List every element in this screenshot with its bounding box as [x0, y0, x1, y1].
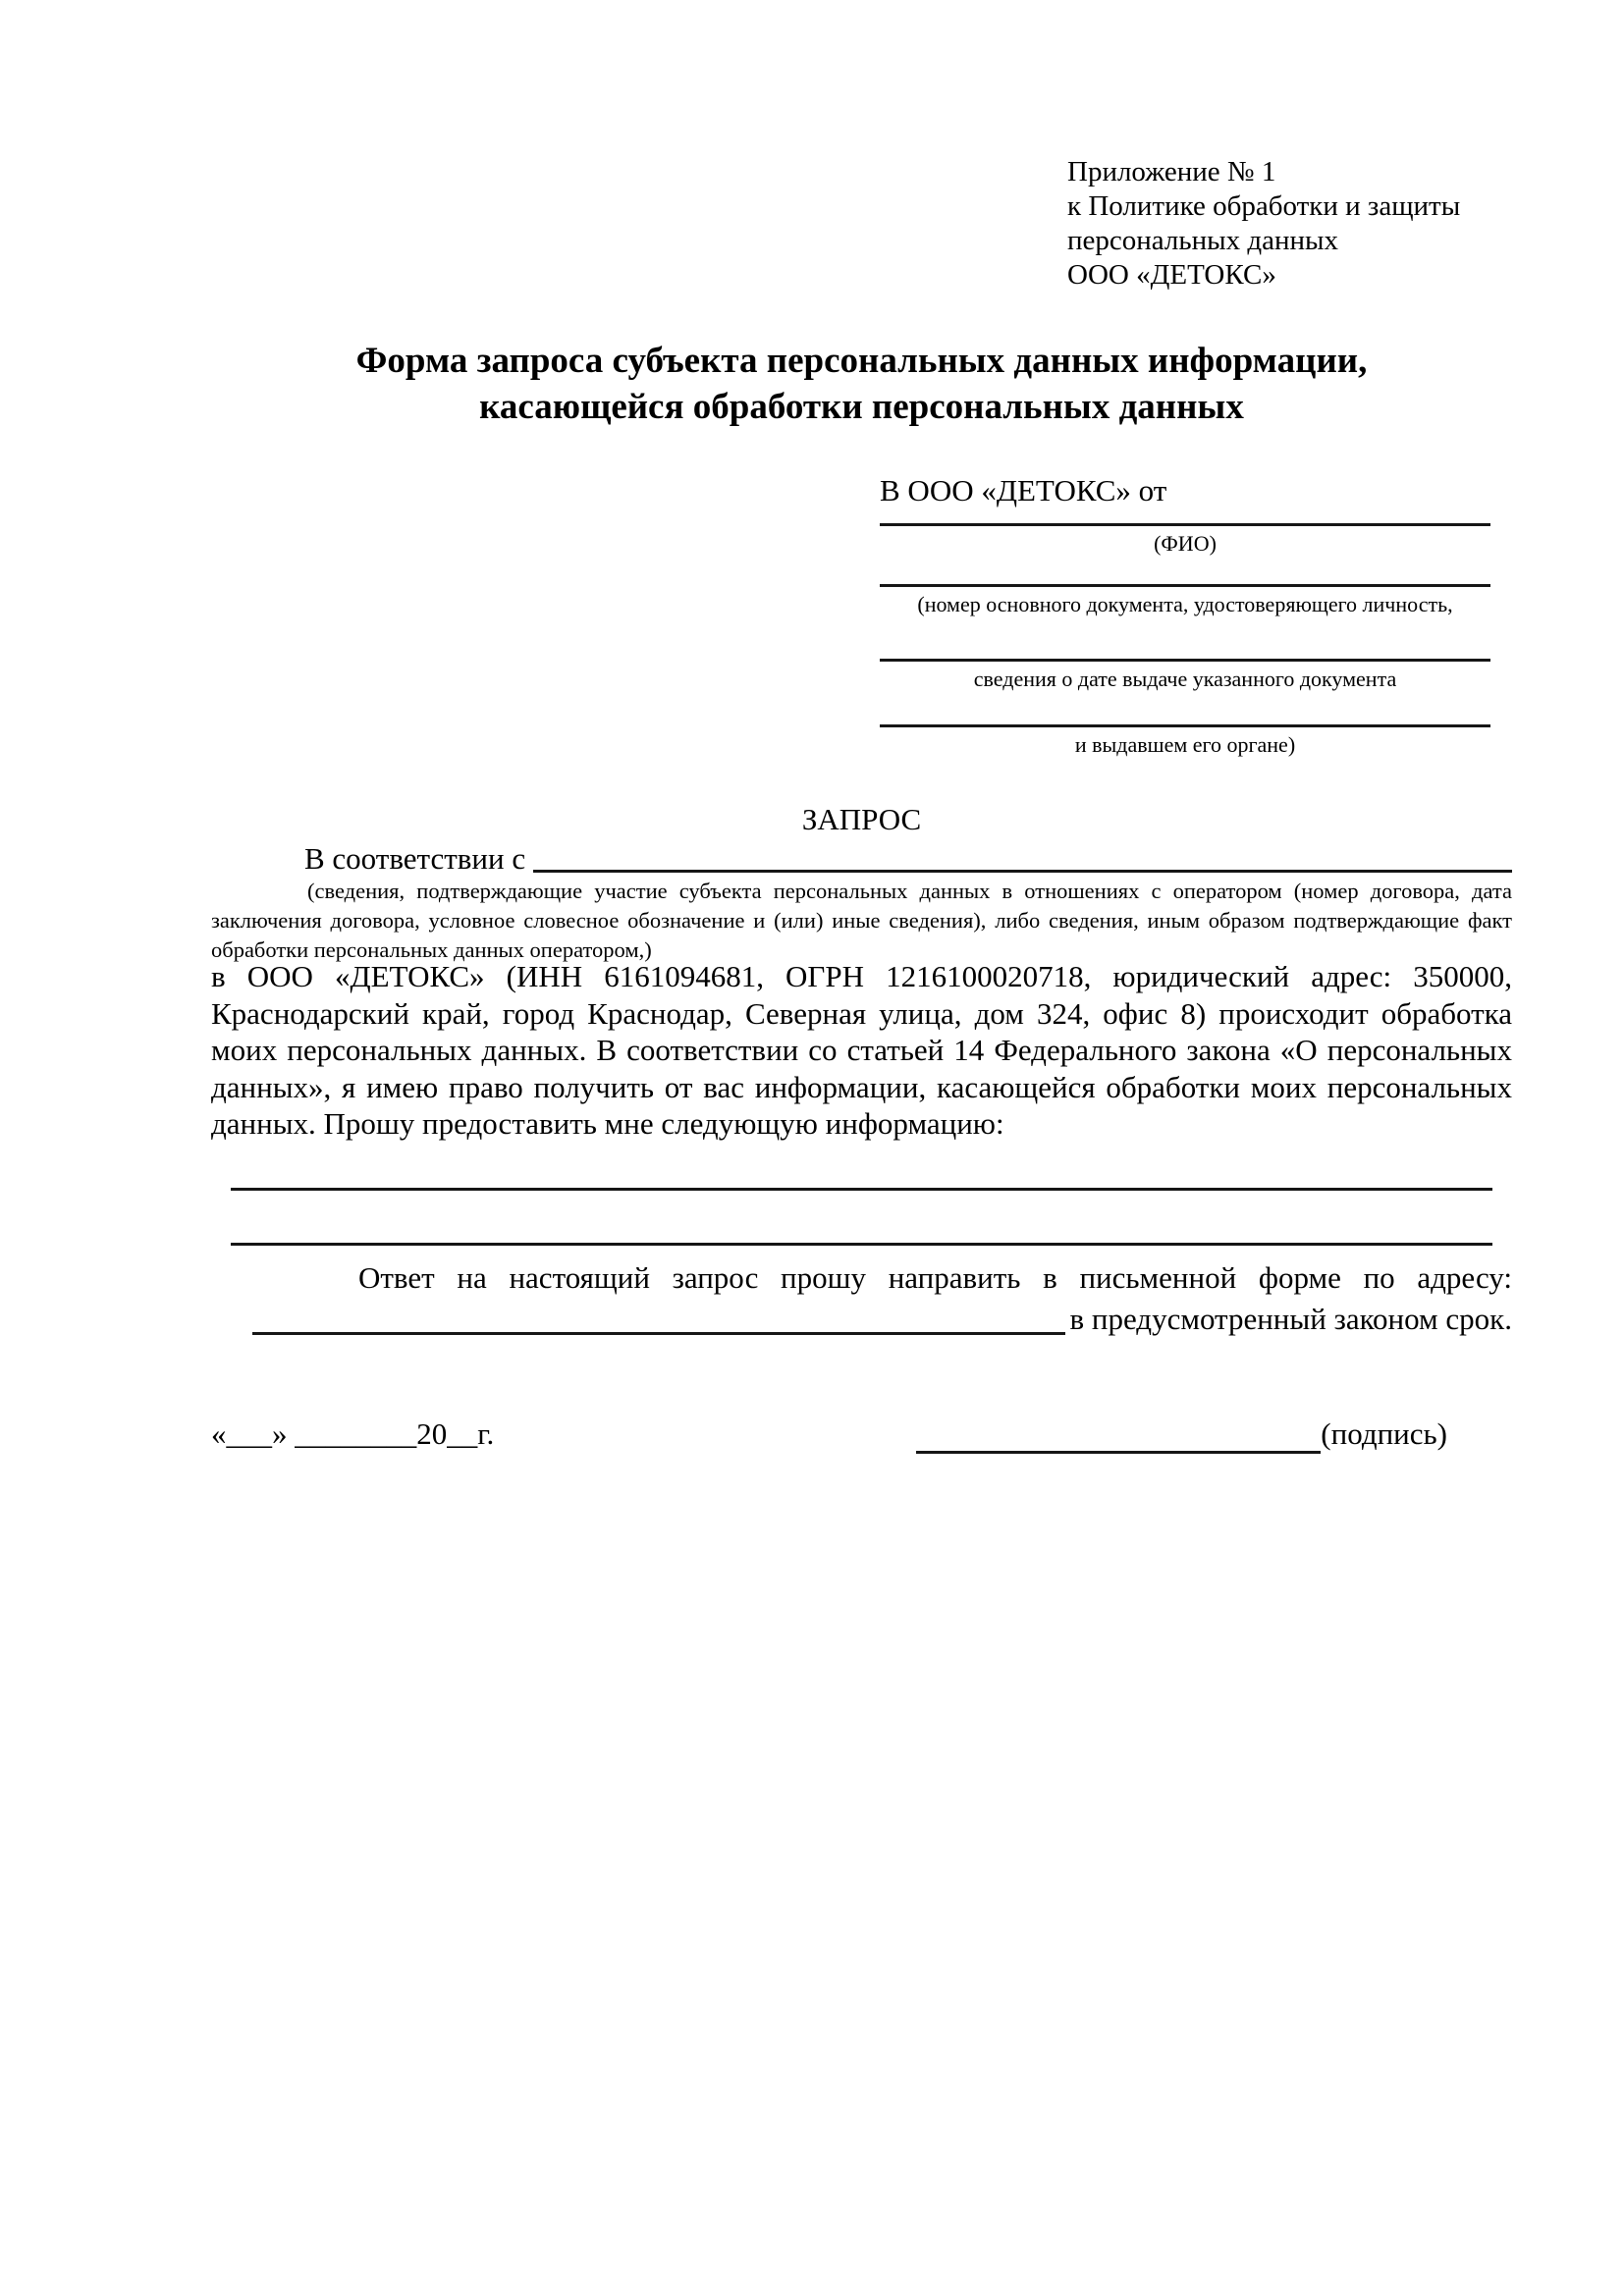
request-body-paragraph: в ООО «ДЕТОКС» (ИНН 6161094681, ОГРН 1216100020718, юридический адрес: 350000, Краснодарский край, город Краснодар, Северная улица, дом 324, офис 8) происходит обработка моих персональных данных. В соответствии со статьей 14 Федерального закона «О персональных данных», я имею право получить от вас информации, касающейся обработки моих персональных данных. Прошу предоставить мне следующую информацию: [211, 959, 1512, 1141]
document-number-caption: (номер основного документа, удостоверяющего личность, [917, 592, 1453, 616]
issue-date-caption: сведения о дате выдаче указанного документа [973, 667, 1397, 691]
signature-caption: (подпись) [1321, 1416, 1447, 1451]
document-title-line2: касающейся обработки персональных данных [479, 387, 1244, 427]
intro-blank-line [533, 870, 1512, 873]
signature-blank-line [916, 1421, 1321, 1454]
addressee-to-line: В ООО «ДЕТОКС» от [880, 473, 1167, 507]
appendix-header [1067, 155, 1499, 293]
appendix-company-line: ООО «ДЕТОКС» [1067, 259, 1276, 291]
addressee-block [880, 472, 1490, 760]
issue-date-blank-line [880, 619, 1490, 662]
request-heading: ЗАПРОС [801, 802, 922, 836]
fio-caption: (ФИО) [1154, 531, 1217, 556]
document-title-line1: Форма запроса субъекта персональных данных информации, [355, 341, 1368, 381]
signature-group [916, 1415, 1512, 1454]
signature-row [211, 1415, 1512, 1454]
requested-info-blank-line-2 [231, 1243, 1492, 1246]
reply-suffix-text: в предусмотренный законом срок. [1069, 1302, 1512, 1336]
intro-row [211, 840, 1512, 878]
issuing-authority-blank-line [880, 694, 1490, 727]
fio-blank-line [880, 509, 1490, 526]
issuing-authority-caption: и выдавшем его органе) [1074, 732, 1296, 757]
appendix-policy-line2: персональных данных [1067, 225, 1339, 256]
reply-address-row [211, 1300, 1512, 1339]
intro-prefix: В соответствии с [304, 841, 526, 876]
requested-info-blank-line-1 [231, 1188, 1492, 1191]
appendix-policy-line: к Политике обработки и защиты [1067, 190, 1461, 222]
document-title [211, 338, 1512, 430]
date-placeholder: «___» ________20__г. [211, 1416, 495, 1451]
footnote-text: (сведения, подтверждающие участие субъекта персональных данных в отношениях с оператором (номер договора, дата заключения договора, условное словесное обозначение и (или) иные сведения), либо сведения, иным образом подтверждающие факт обработки персональных данных оператором,) [211, 879, 1512, 962]
appendix-number-line: Приложение № 1 [1067, 156, 1276, 187]
document-number-blank-line [880, 559, 1490, 587]
reply-request-line: Ответ на настоящий запрос прошу направить в письменной форме по адресу: [358, 1260, 1512, 1295]
address-blank-line [252, 1332, 1065, 1335]
